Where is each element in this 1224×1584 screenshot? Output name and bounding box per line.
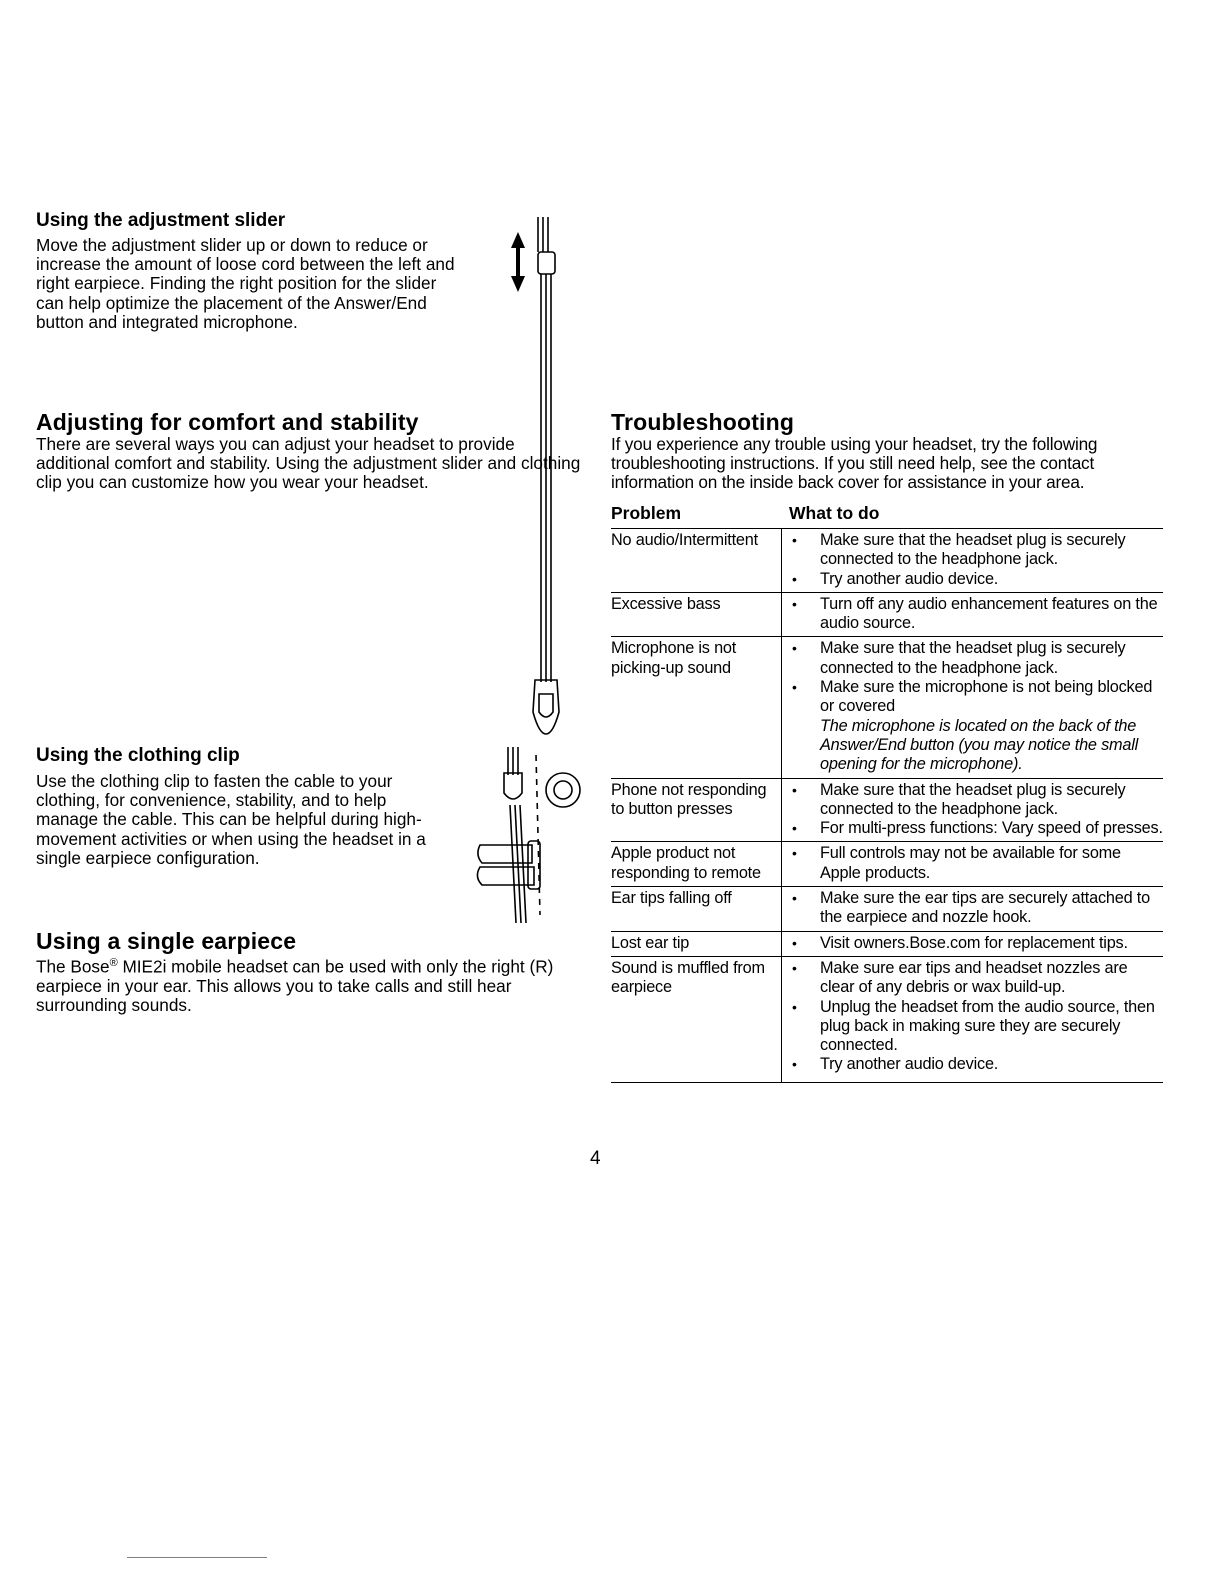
solution-item: • Try another audio device. — [788, 1055, 1163, 1074]
problem-cell: No audio/Intermittent — [611, 529, 782, 593]
troubleshooting-intro: If you experience any trouble using your headset, try the following troubleshooting instructions. If you still need help, see the contact information on the inside back cover for assistance in your area. — [611, 434, 1098, 493]
adjusting-heading: Adjusting for comfort and stability — [36, 409, 419, 435]
solution-list — [788, 781, 1163, 839]
slider-heading: Using the adjustment slider — [36, 210, 286, 231]
table-row — [611, 931, 1163, 956]
registered-mark: ® — [109, 957, 118, 969]
what-to-do-cell — [782, 956, 1164, 1082]
clip-section — [36, 745, 476, 868]
solution-item: • Turn off any audio enhancement features on the audio source. — [788, 595, 1163, 634]
what-to-do-cell — [782, 842, 1164, 887]
slider-body: Move the adjustment slider up or down to reduce or increase the amount of loose cord between the left and right earpiece. Finding the right position for the slider can help optimize the placement of the Answer/End button and integrated microphone. — [36, 235, 455, 332]
page-number: 4 — [590, 1148, 601, 1169]
single-earpiece-section — [36, 928, 596, 1015]
slider-section — [36, 210, 476, 332]
solution-item: • Make sure the ear tips are securely attached to the earpiece and nozzle hook. — [788, 889, 1163, 928]
table-row — [611, 592, 1163, 637]
solution-list — [788, 844, 1163, 883]
clip-heading: Using the clothing clip — [36, 745, 240, 766]
adjusting-body: There are several ways you can adjust your headset to provide additional comfort and stability. Using the adjustment slider and clothing clip you can customize how you wear your headset. — [36, 434, 581, 493]
problem-cell: Apple product not responding to remote — [611, 842, 782, 887]
what-to-do-cell — [782, 592, 1164, 637]
single-earpiece-heading: Using a single earpiece — [36, 928, 297, 954]
problem-cell: Ear tips falling off — [611, 887, 782, 932]
troubleshooting-table-body — [611, 529, 1163, 1083]
table-header — [611, 503, 1163, 525]
solution-list — [788, 531, 1163, 589]
solution-list — [788, 639, 1163, 716]
solution-item: • Make sure the microphone is not being blocked or covered — [788, 678, 1163, 717]
table-row — [611, 778, 1163, 842]
column-header-problem: Problem — [611, 503, 682, 523]
solution-note: The microphone is located on the back of the Answer/End button (you may notice the small opening for the microphone). — [820, 716, 1139, 774]
table-row — [611, 529, 1163, 593]
table-row — [611, 887, 1163, 932]
what-to-do-cell — [782, 887, 1164, 932]
table-row — [611, 842, 1163, 887]
solution-list — [788, 959, 1163, 1075]
solution-item: • Visit owners.Bose.com for replacement tips. — [788, 934, 1163, 953]
solution-item: • Make sure that the headset plug is securely connected to the headphone jack. — [788, 531, 1163, 570]
what-to-do-cell — [782, 931, 1164, 956]
clip-body: Use the clothing clip to fasten the cable to your clothing, for convenience, stability, and to help manage the cable. This can be helpful during high-movement activities or when using the headset in a single earpiece configuration. — [36, 771, 426, 868]
solution-list — [788, 595, 1163, 634]
adjustment-slider-illustration — [505, 212, 570, 737]
table-row — [611, 637, 1163, 778]
single-earpiece-body — [36, 954, 566, 1015]
problem-cell: Phone not responding to button presses — [611, 778, 782, 842]
what-to-do-cell — [782, 529, 1164, 593]
solution-list — [788, 889, 1163, 928]
what-to-do-cell — [782, 637, 1164, 778]
solution-item: • For multi-press functions: Vary speed of presses. — [788, 819, 1163, 838]
solution-list — [788, 934, 1163, 953]
column-header-what-to-do: What to do — [789, 503, 880, 523]
solution-item: • Make sure that the headset plug is securely connected to the headphone jack. — [788, 781, 1163, 820]
solution-item: • Try another audio device. — [788, 570, 1163, 589]
clothing-clip-illustration — [470, 745, 585, 925]
what-to-do-cell — [782, 778, 1164, 842]
problem-cell: Excessive bass — [611, 592, 782, 637]
troubleshooting-heading: Troubleshooting — [611, 409, 795, 435]
troubleshooting-section — [611, 409, 1171, 493]
table-row — [611, 956, 1163, 1082]
footnote-divider — [127, 1557, 267, 1558]
problem-cell: Microphone is not picking-up sound — [611, 637, 782, 778]
solution-item: • Unplug the headset from the audio source, then plug back in making sure they are securely connected. — [788, 998, 1163, 1056]
problem-cell: Sound is muffled from earpiece — [611, 956, 782, 1082]
troubleshooting-table — [611, 528, 1163, 1083]
solution-item: • Make sure that the headset plug is securely connected to the headphone jack. — [788, 639, 1163, 678]
solution-item: • Make sure ear tips and headset nozzles are clear of any debris or wax build-up. — [788, 959, 1163, 998]
solution-item: • Full controls may not be available for some Apple products. — [788, 844, 1163, 883]
single-body-post: MIE2i mobile headset can be used with only the right (R) earpiece in your ear. This allows you to take calls and still hear surrounding sounds. — [36, 956, 554, 1016]
problem-cell: Lost ear tip — [611, 931, 782, 956]
single-body-pre: The Bose — [36, 956, 110, 977]
